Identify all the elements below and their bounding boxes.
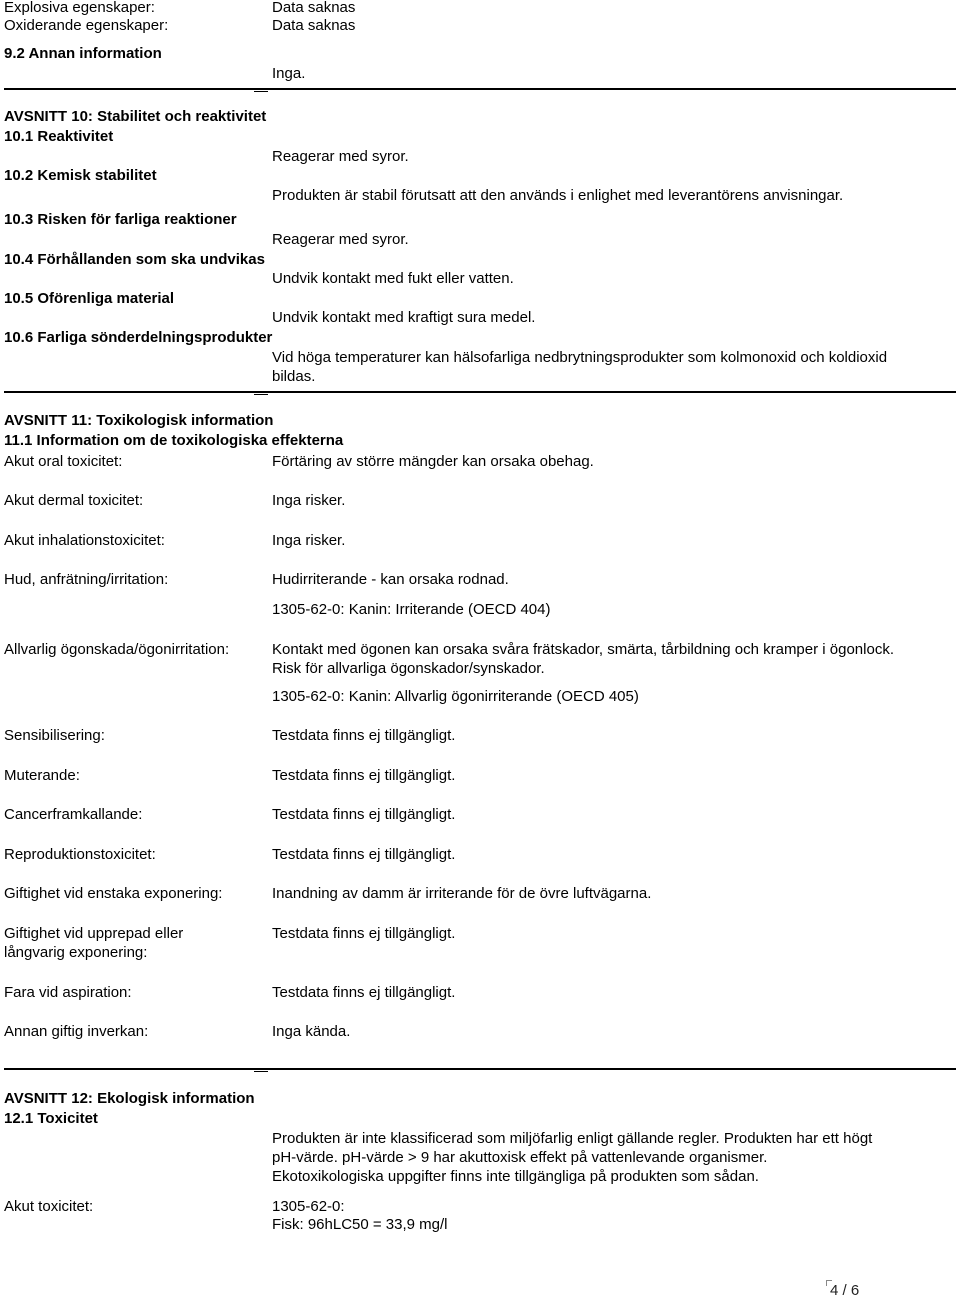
ecotox-text-line2: pH-värde. pH-värde > 9 har akuttoxisk effekt på vattenlevande organismer. bbox=[272, 1149, 768, 1166]
section-12-heading: AVSNITT 12: Ekologisk information bbox=[4, 1090, 255, 1107]
section-10-1-heading: 10.1 Reaktivitet bbox=[4, 128, 114, 145]
explosive-label: Explosiva egenskaper: bbox=[4, 0, 155, 16]
acute-toxicity-value-line2: Fisk: 96hLC50 = 33,9 mg/l bbox=[272, 1216, 448, 1233]
oxidizing-value: Data saknas bbox=[272, 17, 356, 34]
section-10-2-heading: 10.2 Kemisk stabilitet bbox=[4, 167, 157, 184]
acute-dermal-label: Akut dermal toxicitet: bbox=[4, 492, 144, 509]
page-number: 4 / 6 bbox=[830, 1282, 860, 1299]
section-9-2-value: Inga. bbox=[272, 65, 306, 82]
acute-inhalation-label: Akut inhalationstoxicitet: bbox=[4, 532, 165, 549]
mutagenicity-value: Testdata finns ej tillgängligt. bbox=[272, 767, 456, 784]
acute-oral-label: Akut oral toxicitet: bbox=[4, 453, 123, 470]
sensitisation-label: Sensibilisering: bbox=[4, 727, 105, 744]
ecotox-text-line3: Ekotoxikologiska uppgifter finns inte tillgängliga på produkten som sådan. bbox=[272, 1168, 759, 1185]
other-toxic-effects-value: Inga kända. bbox=[272, 1023, 351, 1040]
section-10-6-value-line1: Vid höga temperaturer kan hälsofarliga nedbrytningsprodukter som kolmonoxid och koldioxid bbox=[272, 349, 888, 366]
skin-irritation-test: 1305-62-0: Kanin: Irriterande (OECD 404) bbox=[272, 601, 551, 618]
stot-single-value: Inandning av damm är irriterande för de övre luftvägarna. bbox=[272, 885, 652, 902]
section-10-5-value: Undvik kontakt med kraftigt sura medel. bbox=[272, 309, 536, 326]
divider-tick bbox=[254, 394, 268, 395]
explosive-value: Data saknas bbox=[272, 0, 356, 16]
aspiration-value: Testdata finns ej tillgängligt. bbox=[272, 984, 456, 1001]
skin-irritation-label: Hud, anfrätning/irritation: bbox=[4, 571, 169, 588]
acute-toxicity-value-line1: 1305-62-0: bbox=[272, 1198, 345, 1215]
section-11-1-heading: 11.1 Information om de toxikologiska effekterna bbox=[4, 432, 344, 449]
eye-damage-label: Allvarlig ögonskada/ögonirritation: bbox=[4, 641, 230, 658]
carcinogenicity-label: Cancerframkallande: bbox=[4, 806, 143, 823]
eye-damage-value-line1: Kontakt med ögonen kan orsaka svåra frätskador, smärta, tårbildning och kramper i ögonlock. bbox=[272, 641, 894, 658]
section-10-heading: AVSNITT 10: Stabilitet och reaktivitet bbox=[4, 108, 267, 125]
acute-toxicity-label: Akut toxicitet: bbox=[4, 1198, 94, 1215]
section-10-5-heading: 10.5 Oförenliga material bbox=[4, 290, 175, 307]
acute-dermal-value: Inga risker. bbox=[272, 492, 346, 509]
other-toxic-effects-label: Annan giftig inverkan: bbox=[4, 1023, 149, 1040]
acute-inhalation-value: Inga risker. bbox=[272, 532, 346, 549]
carcinogenicity-value: Testdata finns ej tillgängligt. bbox=[272, 806, 456, 823]
reproductive-toxicity-label: Reproduktionstoxicitet: bbox=[4, 846, 156, 863]
divider-tick bbox=[254, 91, 268, 92]
stot-repeated-value: Testdata finns ej tillgängligt. bbox=[272, 925, 456, 942]
section-11-heading: AVSNITT 11: Toxikologisk information bbox=[4, 412, 274, 429]
section-10-2-value: Produkten är stabil förutsatt att den används i enlighet med leverantörens anvisningar. bbox=[272, 187, 844, 204]
section-divider bbox=[4, 1068, 956, 1070]
section-10-3-value: Reagerar med syror. bbox=[272, 231, 409, 248]
ecotox-text-line1: Produkten är inte klassificerad som miljöfarlig enligt gällande regler. Produkten har ett högt bbox=[272, 1130, 873, 1147]
section-10-4-heading: 10.4 Förhållanden som ska undvikas bbox=[4, 251, 265, 268]
acute-oral-value: Förtäring av större mängder kan orsaka obehag. bbox=[272, 453, 594, 470]
reproductive-toxicity-value: Testdata finns ej tillgängligt. bbox=[272, 846, 456, 863]
skin-irritation-value: Hudirriterande - kan orsaka rodnad. bbox=[272, 571, 509, 588]
frame-corner bbox=[826, 1280, 827, 1286]
section-9-2-heading: 9.2 Annan information bbox=[4, 45, 162, 62]
section-10-4-value: Undvik kontakt med fukt eller vatten. bbox=[272, 270, 514, 287]
section-10-6-value-line2: bildas. bbox=[272, 368, 316, 385]
aspiration-label: Fara vid aspiration: bbox=[4, 984, 132, 1001]
page-number-frame bbox=[826, 1280, 862, 1300]
stot-repeated-label-line1: Giftighet vid upprepad eller bbox=[4, 925, 184, 942]
section-12-1-heading: 12.1 Toxicitet bbox=[4, 1110, 98, 1127]
divider-tick bbox=[254, 1071, 268, 1072]
section-10-1-value: Reagerar med syror. bbox=[272, 148, 409, 165]
section-10-3-heading: 10.3 Risken för farliga reaktioner bbox=[4, 211, 237, 228]
section-divider bbox=[4, 88, 956, 90]
eye-damage-test: 1305-62-0: Kanin: Allvarlig ögonirriterande (OECD 405) bbox=[272, 688, 639, 705]
stot-repeated-label-line2: långvarig exponering: bbox=[4, 944, 148, 961]
section-divider bbox=[4, 391, 956, 393]
stot-single-label: Giftighet vid enstaka exponering: bbox=[4, 885, 223, 902]
eye-damage-value-line2: Risk för allvarliga ögonskador/synskador. bbox=[272, 660, 545, 677]
section-10-6-heading: 10.6 Farliga sönderdelningsprodukter bbox=[4, 329, 273, 346]
mutagenicity-label: Muterande: bbox=[4, 767, 80, 784]
sensitisation-value: Testdata finns ej tillgängligt. bbox=[272, 727, 456, 744]
oxidizing-label: Oxiderande egenskaper: bbox=[4, 17, 169, 34]
